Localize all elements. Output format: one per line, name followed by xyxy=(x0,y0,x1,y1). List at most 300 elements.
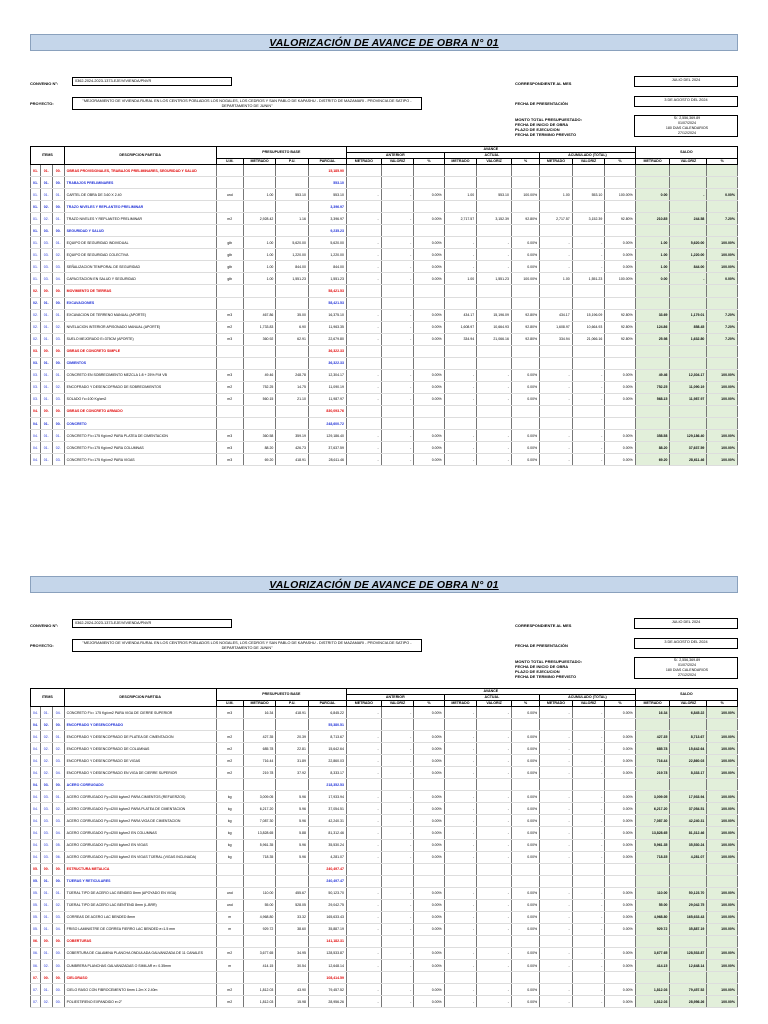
item-code: 00. xyxy=(52,345,64,357)
item-description: CIMIENTOS xyxy=(64,357,216,369)
item-code: 03. xyxy=(52,333,64,345)
cell-sm: 16.34 xyxy=(635,707,670,719)
termino-label: FECHA DE TERMINO PREVISTO xyxy=(515,674,577,679)
cell-sm: 88.20 xyxy=(635,442,670,454)
cell-cm: 1,608.97 xyxy=(444,321,477,333)
cell-ap: 0.00% xyxy=(414,996,444,1008)
cell-tv: - xyxy=(572,827,605,839)
cell-um xyxy=(216,935,243,947)
cell-met: 219.78 xyxy=(243,767,276,779)
cell-sv: 129,186.40 xyxy=(670,430,707,442)
item-code: 02. xyxy=(31,309,41,321)
item-code: 01. xyxy=(40,442,52,454)
saldo-header: SALDO xyxy=(635,689,737,701)
cell-am xyxy=(346,357,381,369)
cell-cp xyxy=(511,935,539,947)
cell-tm: - xyxy=(540,839,573,851)
item-code: 00. xyxy=(52,201,64,213)
cell-parc: 8,333.17 xyxy=(308,767,346,779)
item-code: 01. xyxy=(40,984,52,996)
item-code: 01. xyxy=(52,213,64,225)
cell-ap: 0.00% xyxy=(414,984,444,996)
subchapter-row xyxy=(31,417,738,429)
cell-cm: - xyxy=(444,899,477,911)
cell-um: m2 xyxy=(216,743,243,755)
cell-sm: 1,812.03 xyxy=(635,984,670,996)
cell-um: m3 xyxy=(216,309,243,321)
items-header: ITEMS xyxy=(31,147,65,165)
cell-ap xyxy=(414,285,444,297)
cell-um: m2 xyxy=(216,213,243,225)
cell-met: 1,812.03 xyxy=(243,984,276,996)
cell-pu: 553.10 xyxy=(276,189,309,201)
cell-tv xyxy=(572,165,605,177)
cell-cp: 92.80% xyxy=(511,309,539,321)
item-code: 02. xyxy=(31,321,41,333)
cell-sm: 55.00 xyxy=(635,899,670,911)
cell-ap xyxy=(414,177,444,189)
cell-sv: - xyxy=(670,189,707,201)
cell-sv xyxy=(670,719,707,731)
cell-tp: 0.00% xyxy=(605,887,635,899)
cell-met: 49.46 xyxy=(243,369,276,381)
item-code: 03. xyxy=(40,839,52,851)
cell-tv xyxy=(572,417,605,429)
header-info xyxy=(30,51,738,146)
cell-sp xyxy=(707,177,738,189)
cell-met xyxy=(243,165,276,177)
cell-am: - xyxy=(346,851,381,863)
cell-tp: 92.80% xyxy=(605,213,635,225)
cell-tp xyxy=(605,345,635,357)
anterior-header: ANTERIOR xyxy=(346,153,444,159)
cell-sv xyxy=(670,417,707,429)
cell-sv: 28,956.26 xyxy=(670,996,707,1008)
item-row xyxy=(31,381,738,393)
cell-tp: 0.00% xyxy=(605,984,635,996)
cell-parc: 81,312.46 xyxy=(308,827,346,839)
cell-tv: - xyxy=(572,851,605,863)
cell-um: m2 xyxy=(216,393,243,405)
cell-sp: 100.00% xyxy=(707,454,738,466)
cell-tv xyxy=(572,875,605,887)
cell-sm: 414.15 xyxy=(635,959,670,971)
cell-tm: - xyxy=(540,442,573,454)
cell-cm xyxy=(444,345,477,357)
cell-parc: 55,380.51 xyxy=(308,719,346,731)
item-code: 01. xyxy=(40,309,52,321)
cell-cv: - xyxy=(477,767,512,779)
cell-av: - xyxy=(381,815,414,827)
cell-pu: 30.54 xyxy=(276,959,309,971)
cell-am: - xyxy=(346,189,381,201)
item-code: 00. xyxy=(40,935,52,947)
cell-sm xyxy=(635,345,670,357)
cell-met: 16.34 xyxy=(243,707,276,719)
cell-tm xyxy=(540,225,573,237)
cell-pu xyxy=(276,779,309,791)
cell-um: m3 xyxy=(216,442,243,454)
cell-tv: - xyxy=(572,743,605,755)
cell-sp: 100.00% xyxy=(707,815,738,827)
cell-sm: 69.20 xyxy=(635,454,670,466)
pct-header: % xyxy=(414,159,444,165)
cell-tm xyxy=(540,285,573,297)
item-code: 00. xyxy=(52,959,64,971)
cell-sm: 5,961.35 xyxy=(635,839,670,851)
cell-ap xyxy=(414,863,444,875)
cell-av: - xyxy=(381,911,414,923)
cell-met xyxy=(243,297,276,309)
cell-pu xyxy=(276,863,309,875)
cell-cv: - xyxy=(477,996,512,1008)
item-description: ENCOFRADO Y DESENCOFRADO xyxy=(64,719,216,731)
cell-cm: - xyxy=(444,707,477,719)
cell-um xyxy=(216,345,243,357)
item-description: COBERTURA DE CALAMINA PLANCHA ONDULADA GALVANIZADA DE 11 CANALES xyxy=(64,947,216,959)
cell-met: 13,828.65 xyxy=(243,827,276,839)
item-code: 03. xyxy=(31,393,41,405)
cell-tp: 0.00% xyxy=(605,731,635,743)
cell-met: 414.15 xyxy=(243,959,276,971)
cell-tm xyxy=(540,719,573,731)
convenio-value: 0362-2024-2023-1373-EJE/VIVIENDA/PNVR xyxy=(72,619,232,628)
item-code: 01. xyxy=(52,237,64,249)
item-code: 03. xyxy=(31,357,41,369)
cell-tm xyxy=(540,357,573,369)
cell-sm: 929.72 xyxy=(635,923,670,935)
proyecto-value: "MEJORAMIENTO DE VIVIENDA RURAL EN LOS CENTROS POBLADOS LOS NOGALES, LOS CEDROS Y SAN PABLO DE KAPASHU - DISTRITO DE MAZAMARI - PROVINCIA DE SATIPO - DEPARTAMENTO DE JUNIN" xyxy=(72,97,422,110)
cell-pu: 20.39 xyxy=(276,731,309,743)
cell-cm: - xyxy=(444,393,477,405)
item-code: 03. xyxy=(31,369,41,381)
cell-cm: - xyxy=(444,911,477,923)
cell-cm: - xyxy=(444,959,477,971)
header-info xyxy=(30,593,738,688)
item-code: 04. xyxy=(31,839,41,851)
cell-sm xyxy=(635,357,670,369)
cell-am xyxy=(346,935,381,947)
cell-met: 1.00 xyxy=(243,273,276,285)
cell-cm: - xyxy=(444,839,477,851)
cell-cv: 21,066.16 xyxy=(477,333,512,345)
cell-am: - xyxy=(346,454,381,466)
cell-um xyxy=(216,417,243,429)
cell-ap: 0.00% xyxy=(414,731,444,743)
metrado-header: METRADO xyxy=(540,159,573,165)
cell-pu: 14.75 xyxy=(276,381,309,393)
cell-cp xyxy=(511,345,539,357)
cell-tp: 0.00% xyxy=(605,815,635,827)
item-code: 04. xyxy=(52,273,64,285)
cell-sp: 100.00% xyxy=(707,767,738,779)
cell-cv: - xyxy=(477,430,512,442)
cell-parc: 11,090.19 xyxy=(308,381,346,393)
cell-sv: 37,637.59 xyxy=(670,442,707,454)
cell-tm: 434.17 xyxy=(540,309,573,321)
pu-header: P.U. xyxy=(276,701,309,707)
cell-av: - xyxy=(381,959,414,971)
cell-tp: 0.00% xyxy=(605,707,635,719)
cell-sm: 752.25 xyxy=(635,381,670,393)
cell-am xyxy=(346,719,381,731)
cell-um: kg xyxy=(216,815,243,827)
cell-cm xyxy=(444,875,477,887)
cell-ap xyxy=(414,357,444,369)
cell-am: - xyxy=(346,430,381,442)
item-row xyxy=(31,887,738,899)
cell-met: 1,733.83 xyxy=(243,321,276,333)
cell-tp: 0.00% xyxy=(605,947,635,959)
cell-cm: - xyxy=(444,996,477,1008)
table-body-2 xyxy=(31,707,738,1008)
cell-sp: 100.00% xyxy=(707,237,738,249)
cell-cp: 0.00% xyxy=(511,369,539,381)
cell-cv xyxy=(477,863,512,875)
proyecto-value: "MEJORAMIENTO DE VIVIENDA RURAL EN LOS CENTROS POBLADOS LOS NOGALES, LOS CEDROS Y SAN PABLO DE KAPASHU - DISTRITO DE MAZAMARI - PROVINCIA DE SATIPO - DEPARTAMENTO DE JUNIN" xyxy=(72,639,422,652)
item-code: 01. xyxy=(31,201,41,213)
cell-sp: 100.00% xyxy=(707,887,738,899)
cell-um xyxy=(216,225,243,237)
cell-sm xyxy=(635,177,670,189)
cell-cp: 0.00% xyxy=(511,803,539,815)
cell-um: m3 xyxy=(216,707,243,719)
cell-av: - xyxy=(381,827,414,839)
cell-ap: 0.00% xyxy=(414,333,444,345)
cell-sp: 7.20% xyxy=(707,333,738,345)
cell-sv xyxy=(670,297,707,309)
cell-av: - xyxy=(381,261,414,273)
cell-tp: 0.00% xyxy=(605,996,635,1008)
cell-pu: 1.16 xyxy=(276,213,309,225)
cell-cm xyxy=(444,972,477,984)
cell-pu: 426.73 xyxy=(276,442,309,454)
cell-um: m2 xyxy=(216,731,243,743)
item-description: ENCOFRADO Y DESENCOFRADO DE PLATEA DE CIMENTACION xyxy=(64,731,216,743)
item-description: OBRAS DE CONCRETO ARMADO xyxy=(64,405,216,417)
cell-cp: 0.00% xyxy=(511,899,539,911)
cell-parc: 79,457.52 xyxy=(308,984,346,996)
cell-pu: 418.91 xyxy=(276,707,309,719)
cell-tm: - xyxy=(540,767,573,779)
cell-ap: 0.00% xyxy=(414,839,444,851)
cell-tm: - xyxy=(540,249,573,261)
monto-value: S/. 2,556,369.89 xyxy=(673,658,701,662)
cell-cm: - xyxy=(444,743,477,755)
cell-tm: - xyxy=(540,707,573,719)
item-code: 00. xyxy=(52,285,64,297)
cell-sp: 100.00% xyxy=(707,984,738,996)
cell-sp: 7.20% xyxy=(707,321,738,333)
cell-tm xyxy=(540,935,573,947)
cell-av: - xyxy=(381,791,414,803)
cell-ap: 0.00% xyxy=(414,213,444,225)
cell-parc: 165,633.43 xyxy=(308,911,346,923)
um-header: U.M. xyxy=(216,159,243,165)
cell-av xyxy=(381,405,414,417)
cell-pu: 37.92 xyxy=(276,767,309,779)
cell-tv: - xyxy=(572,454,605,466)
cell-sp: 100.00% xyxy=(707,911,738,923)
cell-met xyxy=(243,875,276,887)
actual-header: ACTUAL xyxy=(444,153,540,159)
cell-am: - xyxy=(346,393,381,405)
cell-ap: 0.00% xyxy=(414,923,444,935)
cell-av: - xyxy=(381,393,414,405)
item-description: ENCOFRADO Y DESENCOFRADO EN VIGA DE CIERRE SUPERIOR xyxy=(64,767,216,779)
cell-parc: 3,396.97 xyxy=(308,213,346,225)
cell-am: - xyxy=(346,791,381,803)
cell-tm xyxy=(540,972,573,984)
cell-tp: 100.00% xyxy=(605,189,635,201)
cell-sv xyxy=(670,285,707,297)
item-code: 00. xyxy=(52,225,64,237)
item-row xyxy=(31,213,738,225)
cell-cp xyxy=(511,285,539,297)
cell-cm: - xyxy=(444,923,477,935)
cell-cp: 0.00% xyxy=(511,261,539,273)
cell-um: kg xyxy=(216,803,243,815)
item-description: ESTRUCTURA METALICA xyxy=(64,863,216,875)
cell-ap: 0.00% xyxy=(414,899,444,911)
cell-um: m2 xyxy=(216,321,243,333)
cell-um: m2 xyxy=(216,767,243,779)
cell-sp xyxy=(707,225,738,237)
chapter-row xyxy=(31,405,738,417)
cell-ap: 0.00% xyxy=(414,791,444,803)
cell-tm: - xyxy=(540,381,573,393)
item-row xyxy=(31,189,738,201)
cell-cp: 0.00% xyxy=(511,755,539,767)
cell-ap: 0.00% xyxy=(414,959,444,971)
cell-tv: - xyxy=(572,803,605,815)
cell-tp xyxy=(605,972,635,984)
metrado-header: METRADO xyxy=(243,701,276,707)
cell-cm: - xyxy=(444,430,477,442)
item-code: 03. xyxy=(40,249,52,261)
cell-sv xyxy=(670,779,707,791)
cell-tv: - xyxy=(572,249,605,261)
cell-tv xyxy=(572,357,605,369)
cell-parc: 15,642.64 xyxy=(308,743,346,755)
cell-am xyxy=(346,863,381,875)
cell-cv: - xyxy=(477,237,512,249)
cell-am: - xyxy=(346,911,381,923)
cell-cv: - xyxy=(477,911,512,923)
cell-cm: - xyxy=(444,767,477,779)
cell-parc: 240,497.47 xyxy=(308,875,346,887)
mes-value: JULIO DEL 2024 xyxy=(634,618,738,629)
item-description: TRAZO NIVELES Y REPLANTEO PRELIMINAR xyxy=(64,201,216,213)
cell-pu: 38.60 xyxy=(276,923,309,935)
item-row xyxy=(31,743,738,755)
termino-label: FECHA DE TERMINO PREVISTO xyxy=(515,132,577,137)
cell-cp xyxy=(511,201,539,213)
cell-pu xyxy=(276,405,309,417)
item-row xyxy=(31,249,738,261)
cell-pu: 35.00 xyxy=(276,309,309,321)
cell-sp: 100.00% xyxy=(707,430,738,442)
item-code: 06. xyxy=(31,935,41,947)
um-header: U.M. xyxy=(216,701,243,707)
cell-pu: 455.67 xyxy=(276,887,309,899)
item-code: 02. xyxy=(52,249,64,261)
mes-value: JULIO DEL 2024 xyxy=(634,76,738,87)
cell-parc: 37,637.59 xyxy=(308,442,346,454)
cell-sm xyxy=(635,225,670,237)
item-code: 03. xyxy=(40,225,52,237)
cell-met xyxy=(243,405,276,417)
cell-pu: 22.81 xyxy=(276,743,309,755)
cell-ap xyxy=(414,201,444,213)
valorizacion-table-1 xyxy=(30,146,738,466)
cell-cp xyxy=(511,719,539,731)
cell-am: - xyxy=(346,261,381,273)
cell-tm xyxy=(540,405,573,417)
item-code: 01. xyxy=(52,430,64,442)
cell-um: und xyxy=(216,887,243,899)
cell-am: - xyxy=(346,731,381,743)
item-row xyxy=(31,309,738,321)
cell-cv: 553.10 xyxy=(477,189,512,201)
item-code: 03. xyxy=(40,261,52,273)
item-description: CONCRETO F'c=175 Kg/cm2 PARA VIGAS xyxy=(64,454,216,466)
cell-tm: - xyxy=(540,815,573,827)
cell-sp: 7.20% xyxy=(707,213,738,225)
item-code: 01. xyxy=(31,189,41,201)
cell-parc: 6,845.22 xyxy=(308,707,346,719)
cell-cp: 0.00% xyxy=(511,393,539,405)
cell-met: 467.86 xyxy=(243,309,276,321)
cell-um: kg xyxy=(216,839,243,851)
cell-sp: 100.00% xyxy=(707,249,738,261)
cell-cv xyxy=(477,417,512,429)
cell-cm xyxy=(444,165,477,177)
parcial-header: PARCIAL xyxy=(308,701,346,707)
cell-sm xyxy=(635,875,670,887)
cell-um: und xyxy=(216,189,243,201)
item-description: CONCRETO EN SOBRECIMIENTO MEZCLA 1:8 + 25% P.M VB xyxy=(64,369,216,381)
cell-um: m3 xyxy=(216,454,243,466)
cell-ap: 0.00% xyxy=(414,767,444,779)
cell-parc: 17,933.94 xyxy=(308,791,346,803)
cell-tv: - xyxy=(572,947,605,959)
item-row xyxy=(31,442,738,454)
cell-cm: - xyxy=(444,984,477,996)
cell-am xyxy=(346,417,381,429)
cell-cp: 0.00% xyxy=(511,839,539,851)
cell-am xyxy=(346,972,381,984)
item-description: NIVELACION INTERIOR APISONADO MANUAL (APORTE) xyxy=(64,321,216,333)
cell-ap: 0.00% xyxy=(414,393,444,405)
cell-ap: 0.00% xyxy=(414,743,444,755)
item-row xyxy=(31,430,738,442)
cell-sm: 3,677.65 xyxy=(635,947,670,959)
cell-sm xyxy=(635,285,670,297)
item-code: 05. xyxy=(31,911,41,923)
item-code: 02. xyxy=(40,996,52,1008)
cell-cv: - xyxy=(477,947,512,959)
item-code: 01. xyxy=(40,417,52,429)
proyecto-label: PROYECTO: xyxy=(30,643,54,648)
sheet-1 xyxy=(30,34,738,466)
cell-sp xyxy=(707,972,738,984)
cell-ap: 0.00% xyxy=(414,911,444,923)
item-code: 03. xyxy=(31,345,41,357)
cell-cp: 0.00% xyxy=(511,996,539,1008)
inicio-label: FECHA DE INICIO DE OBRA xyxy=(515,122,569,127)
item-code: 02. xyxy=(52,743,64,755)
